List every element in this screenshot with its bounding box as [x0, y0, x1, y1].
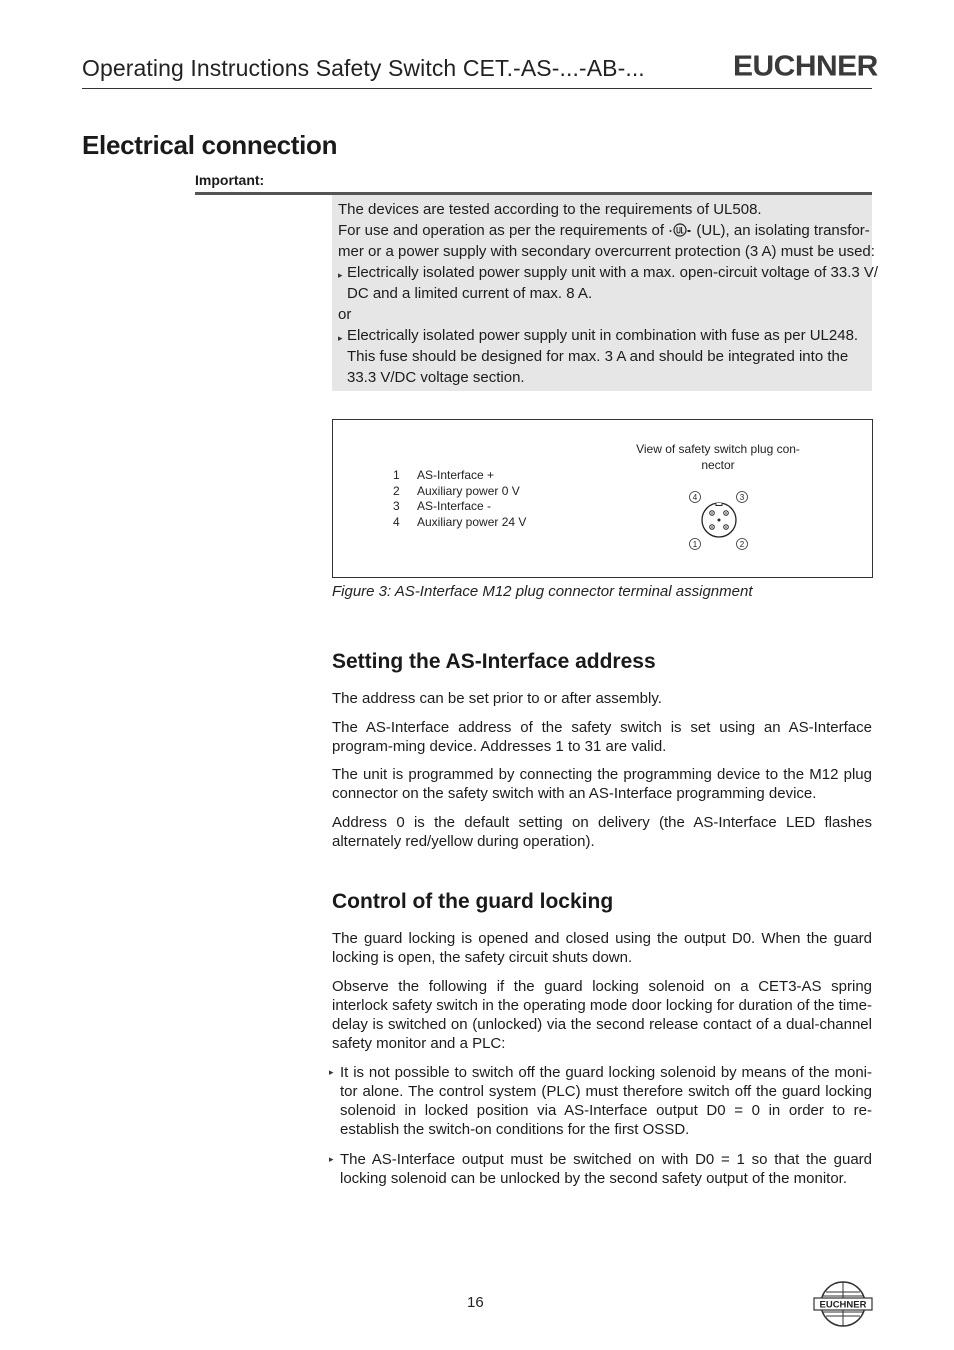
figure-caption: Figure 3: AS-Interface M12 plug connector terminal assignment	[332, 583, 753, 600]
pin-assignment-list	[393, 468, 526, 530]
guard-section-title: Control of the guard locking	[332, 890, 614, 913]
bullet-arrow-icon: ▸	[329, 1067, 334, 1077]
connector-view-caption	[628, 441, 808, 473]
pin-number: 2	[393, 483, 400, 498]
note-line	[338, 220, 870, 241]
note-bullet-line: 33.3 V/DC voltage section.	[347, 369, 525, 386]
paragraph: The unit is programmed by connecting the programming device to the M12 plug connector on the safety switch with an AS-Interface programming device.	[332, 766, 872, 802]
bullet-arrow-icon: ▸	[338, 270, 343, 280]
note-or: or	[338, 306, 352, 323]
header-divider	[82, 88, 872, 89]
seal-logo-text: EUCHNER	[819, 1299, 867, 1311]
pin-label: AS-Interface +	[417, 468, 495, 482]
document-title: Operating Instructions Safety Switch CET.-AS-...-AB-...	[82, 55, 645, 81]
note-bullet-line: Electrically isolated power supply unit with a max. open-circuit voltage of 33.3 V/	[347, 264, 879, 281]
connector-pin-label: 3	[739, 493, 745, 502]
brand-logo: EUCHNER	[733, 50, 878, 83]
section-title: Electrical connection	[82, 130, 338, 160]
note-line: The devices are tested according to the requirements of UL508.	[338, 201, 762, 218]
note-bullet-line: Electrically isolated power supply unit in combination with fuse as per UL248.	[347, 327, 859, 344]
pin-label: AS-Interface -	[417, 499, 492, 513]
paragraph: The guard locking is opened and closed using the output D0. When the guard locking is open, the safety circuit shuts down.	[332, 930, 872, 966]
paragraph: The AS-Interface address of the safety switch is set using an AS-Interface program-ming device. Addresses 1 to 31 are valid.	[332, 719, 872, 755]
connector-pin-label: 2	[739, 540, 745, 549]
bullet-arrow-icon: ▸	[329, 1154, 334, 1164]
connector-pin-label: 4	[692, 493, 698, 502]
m12-connector-diagram	[684, 486, 754, 556]
page-number: 16	[467, 1294, 484, 1311]
note-text-fragment: (UL), an isolating transfor-	[696, 222, 870, 239]
paragraph: Observe the following if the guard locking solenoid on a CET3-AS spring interlock safety switch in the operating mode door locking for duration of the time-delay is switched on (unlocked) via the second release contact of a dual-channel safety monitor and a PLC:	[332, 978, 872, 1052]
important-label: Important:	[195, 172, 265, 188]
bullet-paragraph: It is not possible to switch off the guard locking solenoid by means of the moni-tor alone. The control system (PLC) must therefore switch off the guard locking solenoid in locked position via AS-Interface output D0 = 0 in order to re-establish the switch-on conditions for the first OSSD.	[340, 1064, 872, 1138]
paragraph: The address can be set prior to or after assembly.	[332, 690, 662, 707]
pin-row	[393, 484, 526, 500]
pin-row	[393, 468, 526, 484]
pin-label: Auxiliary power 0 V	[417, 483, 520, 498]
note-line: mer or a power supply with secondary overcurrent protection (3 A) must be used:	[338, 243, 875, 260]
paragraph: Address 0 is the default setting on delivery (the AS-Interface LED flashes alternately red/yellow during operation).	[332, 814, 872, 850]
note-bullet-line: This fuse should be designed for max. 3 A and should be integrated into the	[347, 348, 849, 365]
connector-pin-label: 1	[692, 540, 698, 549]
pin-row	[393, 515, 526, 531]
caption-line: View of safety switch plug con-	[636, 442, 800, 456]
pin-number: 4	[393, 514, 400, 529]
caption-line: nector	[701, 458, 735, 472]
ul-mark-icon	[668, 223, 692, 237]
important-note-text	[338, 199, 879, 389]
euchner-seal-logo	[812, 1280, 874, 1328]
note-text-fragment: For use and operation as per the requirements of	[338, 222, 665, 239]
pin-number: 1	[393, 468, 400, 482]
pin-number: 3	[393, 499, 400, 513]
note-bullet-line: DC and a limited current of max. 8 A.	[347, 285, 593, 302]
bullet-arrow-icon: ▸	[338, 333, 343, 343]
bullet-paragraph: The AS-Interface output must be switched on with D0 = 1 so that the guard locking solenoid can be unlocked by the second safety output of the monitor.	[340, 1151, 872, 1187]
address-section-title: Setting the AS-Interface address	[332, 650, 656, 673]
pin-label: Auxiliary power 24 V	[417, 514, 527, 529]
pin-row	[393, 499, 526, 515]
